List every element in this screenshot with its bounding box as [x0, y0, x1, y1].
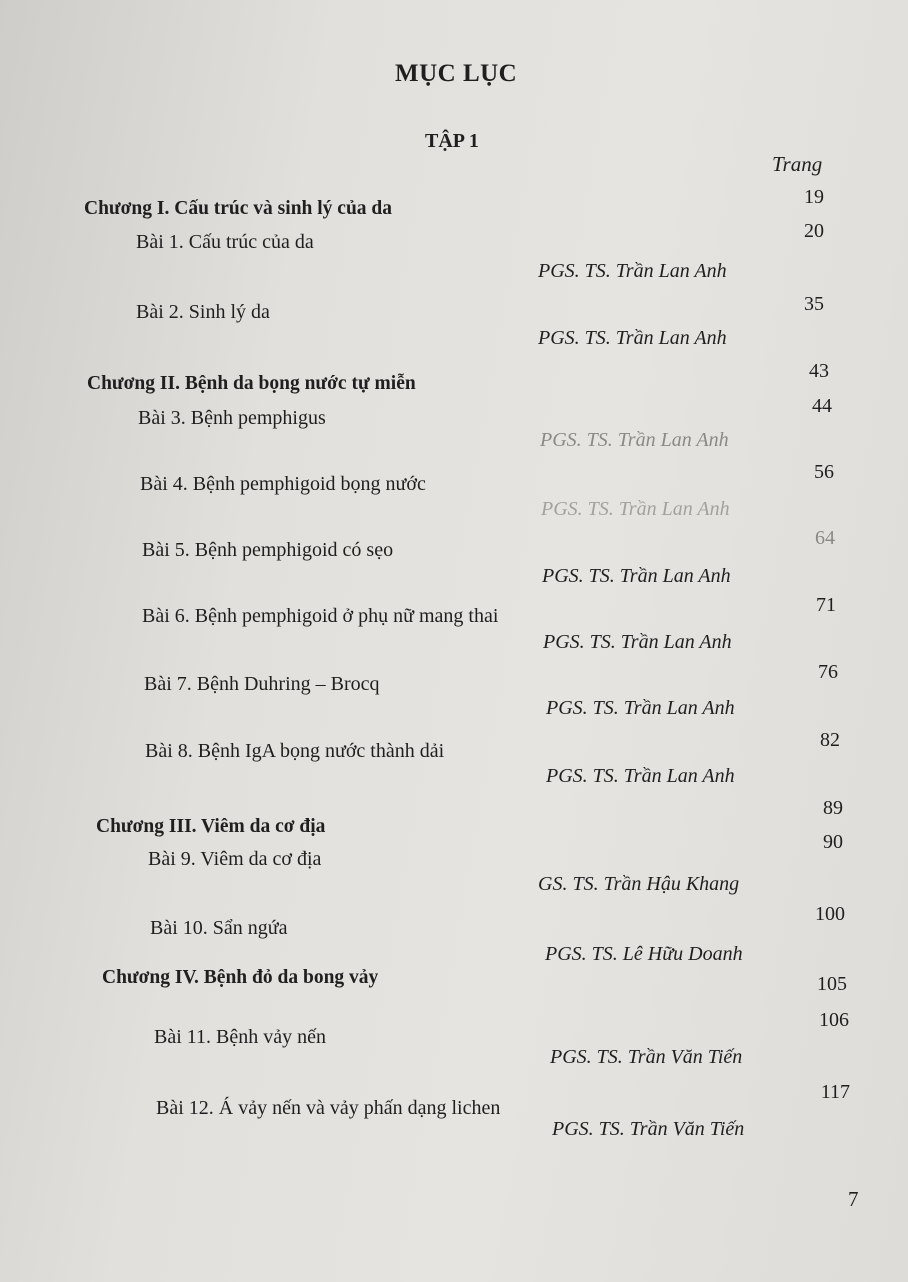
lesson-author: PGS. TS. Trần Lan Anh [546, 697, 735, 719]
lesson-page: 100 [815, 903, 845, 925]
lesson-page: 71 [816, 594, 836, 616]
lesson-title: Bài 8. Bệnh IgA bọng nước thành dải [145, 740, 445, 762]
lesson-page: 76 [818, 661, 838, 683]
lesson-author: PGS. TS. Trần Lan Anh [540, 429, 729, 451]
lesson-author: PGS. TS. Trần Văn Tiến [550, 1046, 743, 1068]
chapter-page: 105 [817, 973, 847, 995]
lesson-title: Bài 6. Bệnh pemphigoid ở phụ nữ mang thai [142, 605, 499, 627]
chapter-title: Chương I. Cấu trúc và sinh lý của da [84, 198, 393, 219]
lesson-page: 82 [820, 729, 840, 751]
page-number: 7 [848, 1187, 859, 1211]
lesson-page: 20 [804, 220, 824, 242]
lesson-title: Bài 2. Sinh lý da [136, 301, 270, 323]
lesson-page: 56 [814, 461, 834, 483]
lesson-page: 64 [815, 527, 835, 549]
lesson-page: 90 [823, 831, 843, 853]
lesson-page: 35 [804, 293, 824, 315]
lesson-page: 106 [819, 1009, 849, 1031]
lesson-author: PGS. TS. Trần Lan Anh [543, 631, 732, 653]
lesson-author: PGS. TS. Trần Văn Tiến [552, 1118, 745, 1140]
lesson-page: 44 [812, 395, 832, 417]
lesson-title: Bài 4. Bệnh pemphigoid bọng nước [140, 473, 426, 495]
lesson-title: Bài 9. Viêm da cơ địa [148, 848, 322, 870]
lesson-author: GS. TS. Trần Hậu Khang [538, 873, 740, 895]
volume-label: TẬP 1 [425, 130, 479, 152]
lesson-title: Bài 3. Bệnh pemphigus [138, 407, 326, 429]
lesson-author: PGS. TS. Trần Lan Anh [538, 260, 727, 282]
chapter-title: Chương II. Bệnh da bọng nước tự miễn [87, 373, 416, 394]
lesson-author: PGS. TS. Lê Hữu Doanh [545, 943, 743, 965]
lesson-author: PGS. TS. Trần Lan Anh [541, 498, 730, 520]
lesson-title: Bài 11. Bệnh vảy nến [154, 1026, 327, 1048]
page-column-label: Trang [772, 152, 823, 176]
lesson-title: Bài 12. Á vảy nến và vảy phấn dạng lichen [156, 1097, 501, 1119]
lesson-title: Bài 5. Bệnh pemphigoid có sẹo [142, 539, 394, 561]
chapter-page: 43 [809, 360, 829, 382]
toc-title: MỤC LỤC [395, 60, 518, 87]
lesson-title: Bài 10. Sẩn ngứa [150, 917, 288, 939]
chapter-page: 19 [804, 186, 824, 208]
lesson-author: PGS. TS. Trần Lan Anh [546, 765, 735, 787]
lesson-author: PGS. TS. Trần Lan Anh [542, 565, 731, 587]
lesson-author: PGS. TS. Trần Lan Anh [538, 327, 727, 349]
chapter-title: Chương III. Viêm da cơ địa [96, 816, 326, 837]
lesson-title: Bài 1. Cấu trúc của da [136, 231, 314, 253]
lesson-page: 117 [820, 1081, 850, 1103]
chapter-title: Chương IV. Bệnh đỏ da bong vảy [102, 967, 379, 988]
lesson-title: Bài 7. Bệnh Duhring – Brocq [144, 673, 380, 695]
chapter-page: 89 [823, 797, 843, 819]
